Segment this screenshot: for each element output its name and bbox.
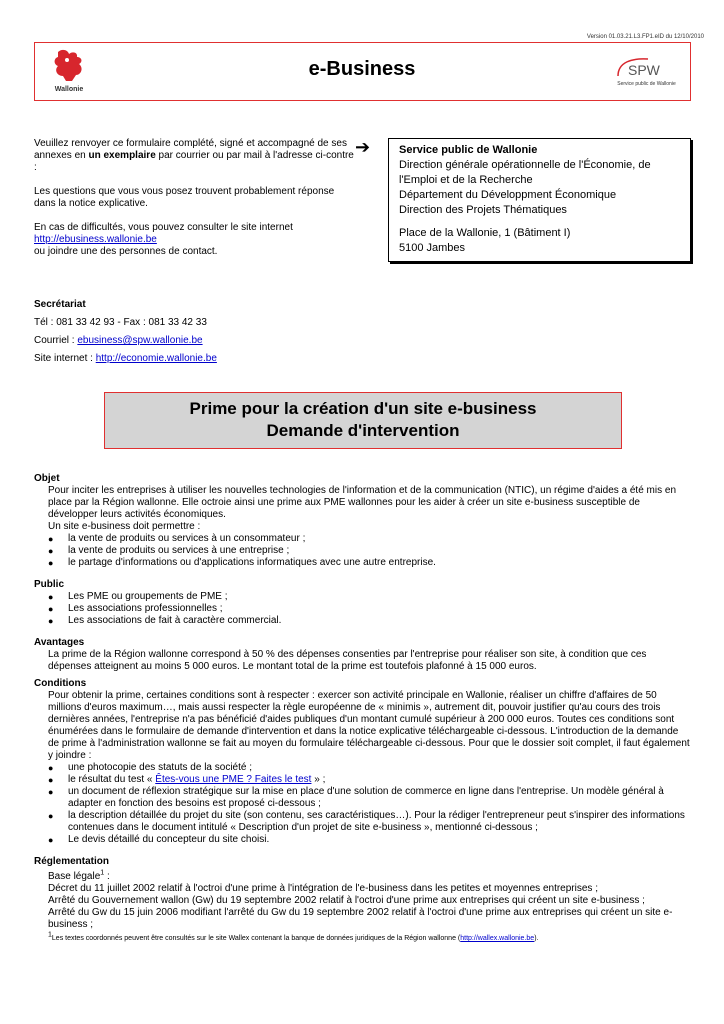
list-item: ● la vente de produits ou services à une entreprise ;: [48, 545, 690, 557]
pme-test-link[interactable]: Êtes-vous une PME ? Faites le test: [155, 774, 312, 785]
main-title-box: [104, 392, 622, 449]
spw-mark-icon: [604, 54, 689, 82]
section-title-avantages: Avantages: [34, 637, 85, 648]
avantages-text: La prime de la Région wallonne correspond à 50 % des dépenses consenties par l'entreprise pour réaliser son site, à condition que ces dépenses atteignent au moins 5 000 euros. Le montant total de la prime est toutefois plafonné à 15 000 euros.: [48, 649, 647, 672]
intro-block: [34, 138, 354, 270]
conditions-list: [34, 762, 690, 846]
email-link[interactable]: ebusiness@spw.wallonie.be: [77, 335, 203, 346]
intro-paragraph-2: Les questions que vous vous posez trouvent probablement réponse dans la notice explicative.: [34, 186, 335, 209]
spw-logo-caption: Service public de Wallonie: [617, 81, 676, 87]
list-item: ● un document de réflexion stratégique sur la mise en place d'une solution de commerce en ligne dans l'entreprise. Un modèle général à adapter en fonction des besoins est proposé ci-dessous ;: [48, 786, 690, 810]
objet-list: [34, 533, 690, 569]
header-title: e-Business: [308, 58, 416, 80]
section-title-public: Public: [34, 579, 65, 590]
intro-paragraph-3: En cas de difficultés, vous pouvez consulter le site internet http://ebusiness.wallonie.be ou joindre une des personnes de contact.: [34, 222, 293, 257]
public-list: [34, 591, 690, 627]
address-box: [388, 138, 691, 262]
spw-logo: [604, 54, 689, 94]
address-street: Place de la Wallonie, 1 (Bâtiment I): [399, 227, 571, 239]
regulation-line-2: Arrêté du Gouvernement wallon (Gw) du 19 septembre 2002 relatif à l'octroi d'une prime aux entreprises qui créent un site e-business ;: [48, 895, 645, 906]
objet-text-2: Un site e-business doit permettre :: [48, 521, 201, 532]
intro-paragraph-1: Veuillez renvoyer ce formulaire complété, signé et accompagné de ses annexes en un exemplaire par courrier ou par mail à l'adresse ci-contre :: [34, 138, 354, 173]
list-item: ● Le devis détaillé du concepteur du site choisi.: [48, 834, 690, 846]
address-org: Service public de Wallonie: [399, 144, 538, 156]
arrow-right-icon: ➔: [355, 137, 371, 157]
address-service: Direction des Projets Thématiques: [399, 204, 567, 216]
main-title-line-2: Demande d'intervention: [266, 421, 460, 440]
main-content: [34, 468, 690, 945]
wallex-link[interactable]: http://wallex.wallonie.be: [460, 935, 535, 942]
secretariat-title: Secrétariat: [34, 299, 86, 310]
secretariat-phone: Tél : 081 33 42 93 - Fax : 081 33 42 33: [34, 317, 207, 328]
regulation-line-3: Arrêté du Gw du 15 juin 2006 modifiant l'arrêté du Gw du 19 septembre 2002 relatif à l'octroi d'une prime aux entreprises qui créent un site e-business ;: [48, 907, 673, 930]
address-city: 5100 Jambes: [399, 242, 466, 254]
address-direction: Direction générale opérationnelle de l'Économie, de l'Emploi et de la Recherche: [399, 159, 651, 186]
list-item: ● Les PME ou groupements de PME ;: [48, 591, 690, 603]
list-item: ● la vente de produits ou services à un consommateur ;: [48, 533, 690, 545]
base-legale: Base légale$^1$ :: [48, 869, 110, 882]
regulation-line-1: Décret du 11 juillet 2002 relatif à l'octroi d'une prime à l'intégration de l'e-business dans les petites et moyennes entreprises ;: [48, 883, 598, 894]
list-item: ● Les associations de fait à caractère commercial.: [48, 615, 690, 627]
list-item: ● le résultat du test « Êtes-vous une PME ? Faites le test » ;: [48, 774, 690, 786]
footnote: $^1$Les textes coordonnés peuvent être consultés sur le site Wallex contenant la banque de données juridiques de la Région wallonne (http://wallex.wallonie.be).: [48, 931, 539, 942]
list-item: ● Les associations professionnelles ;: [48, 603, 690, 615]
spw-logo-text: SPW: [628, 62, 660, 78]
main-title-line-1: Prime pour la création d'un site e-business: [189, 399, 537, 418]
section-title-conditions: Conditions: [34, 678, 87, 689]
secretariat-email-row: Courriel : ebusiness@spw.wallonie.be: [34, 335, 203, 346]
conditions-text: Pour obtenir la prime, certaines conditions sont à respecter : exercer son activité principale en Wallonie, réaliser un chiffre d'affaires de 50 millions d'euros maximum…, mais aussi respecter la règle européenne de « minimis », autrement dit, pouvoir justifier qu'au cours des trois dernières années, l'entreprise n'a pas bénéficié d'aides publiques d'un montant cumulé supérieur à 200 000 euros. Toutes ces conditions sont énumérées dans le formulaire de demande d'intervention et dans la notice explicative téléchargeable ci-dessous. L'introduction de la demande de prime à l'administration wallonne se fait au moyen du formulaire téléchargeable ci-dessous. Pour que le dossier soit complet, il faut également y joindre :: [48, 690, 690, 761]
list-item: ● la description détaillée du projet du site (son contenu, ses caractéristiques…). Pour la rédiger l'entrepreneur peut s'inspirer des informations contenues dans le document intitulé « Description d'un projet de site e-business », mentionné ci-dessous ;: [48, 810, 690, 834]
wallonie-logo-text: Wallonie: [54, 86, 84, 93]
site-link[interactable]: http://economie.wallonie.be: [95, 353, 217, 364]
address-department: Département du Développment Économique: [399, 189, 617, 201]
section-title-objet: Objet: [34, 473, 60, 484]
objet-text: Pour inciter les entreprises à utiliser les nouvelles technologies de l'information et de la communication (NTIC), un régime d'aides a été mis en place par la Région wallonne. Elle octroie ainsi une prime aux PME wallonnes pour les aider à créer un site e-business susceptible de développer leurs activités économiques.: [48, 485, 677, 520]
list-item: ● le partage d'informations ou d'applications informatiques avec une autre entreprise.: [48, 557, 690, 569]
ebusiness-link[interactable]: http://ebusiness.wallonie.be: [34, 234, 157, 245]
secretariat-block: [34, 296, 354, 368]
version-label: Version 01.03.21.L3.FP1.eID du 12/10/2010: [586, 34, 704, 40]
section-title-reglementation: Réglementation: [34, 856, 110, 867]
secretariat-site-row: Site internet : http://economie.wallonie.be: [34, 353, 217, 364]
list-item: ● une photocopie des statuts de la société ;: [48, 762, 690, 774]
